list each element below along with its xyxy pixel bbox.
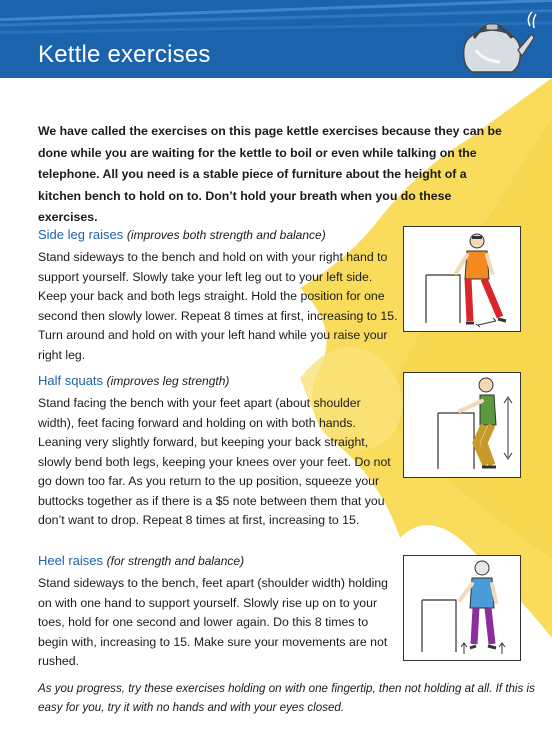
exercise-note: (improves leg strength) — [106, 374, 230, 388]
intro-text: We have called the exercises on this page kettle exercises because they can be done while you are waiting for the kettle to boil or even while talking on the telephone. All you need is a stable piece of furniture about the height of a kitchen bench to hold on to. Don’t hold your breath when you do these exercises. — [38, 124, 502, 225]
half-squat-illustration — [404, 373, 520, 477]
exercise-title: Half squats — [38, 373, 104, 388]
exercise-note: (for strength and balance) — [106, 554, 245, 568]
exercise-text: Stand sideways to the bench and hold on with your right hand to support yourself. Slowly take your left leg out to your left side. Keep your back and both legs straight. Hold the position for one second then slowly lower. Repeat 8 times at first, increasing to 15. Turn around and hold on with your left hand while you raise your right leg. — [38, 250, 398, 362]
exercise-heading — [38, 372, 398, 390]
page-header — [0, 0, 552, 78]
closing-note: As you progress, try these exercises holding on with one fingertip, then not holding at all. If this is easy for you, try it with no hands and with your eyes closed. — [38, 682, 535, 714]
exercise-side-leg-raises — [38, 226, 398, 365]
exercise-heading — [38, 226, 398, 244]
exercise-title: Heel raises — [38, 553, 104, 568]
side-leg-raise-illustration — [404, 227, 520, 331]
exercise-half-squats — [38, 372, 398, 531]
half-squat-figure — [403, 372, 521, 478]
exercise-text: Stand facing the bench with your feet apart (about shoulder width), feet facing forward and holding on with both hands. Leaning very slightly forward, but keeping your back straight, slowly bend both legs, keeping your knees over your feet. Do not go down too far. As you return to the up position, squeeze your buttocks together as if there is a $5 note between them that you don’t want to drop. Repeat 8 times at first, increasing to 15. — [38, 396, 391, 527]
kettle-icon — [452, 4, 538, 78]
side-leg-raise-figure — [403, 226, 521, 332]
exercise-note: (improves both strength and balance) — [126, 228, 326, 242]
exercise-heel-raises — [38, 552, 398, 672]
heel-raise-figure — [403, 555, 521, 661]
page-title: Kettle exercises — [38, 41, 211, 68]
exercise-heading — [38, 552, 398, 570]
exercise-title: Side leg raises — [38, 227, 124, 242]
heel-raise-illustration — [404, 556, 520, 660]
exercise-text: Stand sideways to the bench, feet apart (shoulder width) holding on with one hand to support yourself. Slowly rise up on to your toes, hold for one second and lower again. Do this 8 times to begin with, increasing to 15. Make sure your movements are not rushed. — [38, 576, 388, 668]
